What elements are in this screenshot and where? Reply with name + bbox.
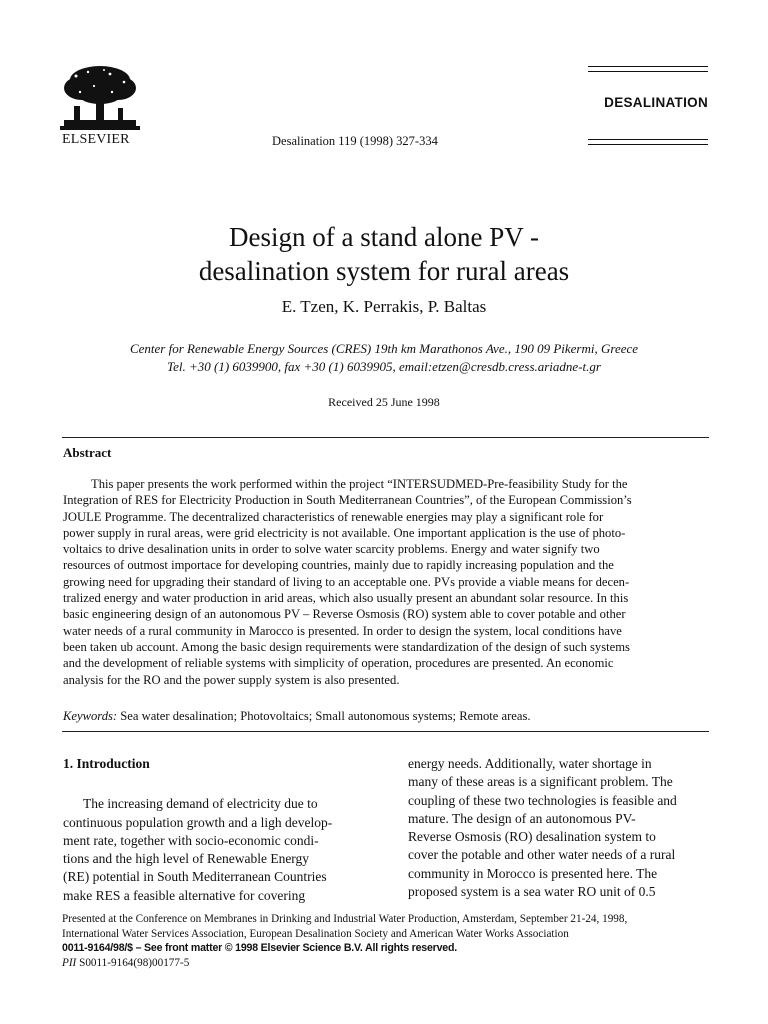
journal-rule-bottom-1 xyxy=(588,139,708,140)
section-heading-introduction: 1. Introduction xyxy=(63,756,150,771)
keywords-text: Sea water desalination; Photovoltaics; Small autonomous systems; Remote areas. xyxy=(120,709,531,723)
abstract-line: This paper presents the work performed within the project “INTERSUDMED-Pre-feasibility Study for the xyxy=(91,477,628,491)
journal-rule-top-2 xyxy=(588,71,708,72)
body-line: make RES a feasible alternative for covering xyxy=(63,887,306,903)
abstract-line: basic engineering design of an autonomous PV – Reverse Osmosis (RO) system able to cover potable and other xyxy=(63,607,626,622)
abstract-line: power supply in rural areas, were grid electricity is not available. One important application is the use of photo- xyxy=(63,525,626,540)
abstract-line: growing need for upgrading their standard of living to an acceptable one. PVs provide a viable means for decen- xyxy=(63,574,630,589)
body-line: Reverse Osmosis (RO) desalination system to xyxy=(408,829,656,845)
body-column-right xyxy=(408,755,709,901)
abstract-line: tralized energy and water production in arid areas, which also usually present an abundant solar resource. In this xyxy=(63,591,629,606)
abstract-heading: Abstract xyxy=(63,445,112,460)
body-line: tions and the high level of Renewable Energy xyxy=(63,851,310,867)
body-line: many of these areas is a significant problem. The xyxy=(408,774,673,790)
body-line: continuous population growth and a ligh develop- xyxy=(63,814,333,830)
article-title xyxy=(0,220,768,288)
affiliation xyxy=(0,340,768,376)
abstract-line: Integration of RES for Electricity Production in South Mediterranean Countries”, of the European Commission’s xyxy=(63,493,632,508)
abstract-line: JOULE Programme. The decentralized characteristics of renewable energies may play a significant role for xyxy=(63,509,604,524)
keywords-label: Keywords: xyxy=(63,709,118,723)
footnote xyxy=(62,912,627,970)
body-line: ment rate, together with socio-economic condi- xyxy=(63,832,319,848)
journal-rule-top-1 xyxy=(588,66,708,67)
body-line: mature. The design of an autonomous PV- xyxy=(408,810,636,826)
body-column-left xyxy=(63,755,363,905)
body-line: community in Morocco is presented here. The xyxy=(408,865,658,881)
publisher-name: ELSEVIER xyxy=(62,132,130,147)
affiliation-line: Center for Renewable Energy Sources (CRES) 19th km Marathonos Ave., 190 09 Pikermi, Greece xyxy=(129,341,639,356)
abstract-line: been taken ub account. Among the basic design requirements were standardization of the design of such systems xyxy=(63,639,630,654)
body-line: proposed system is a sea water RO unit of 0.5 xyxy=(408,884,656,900)
footnote-line: International Water Services Association, European Desalination Society and American Water Works Association xyxy=(62,927,569,940)
abstract-bottom-rule xyxy=(62,731,709,732)
body-line: The increasing demand of electricity due to xyxy=(83,796,318,812)
keywords xyxy=(63,709,531,724)
body-line: coupling of these two technologies is feasible and xyxy=(408,792,677,808)
elsevier-tree-logo xyxy=(60,62,140,134)
journal-rule-bottom-2 xyxy=(588,144,708,145)
title-line: desalination system for rural areas xyxy=(198,256,570,286)
body-line: (RE) potential in South Mediterranean Countries xyxy=(63,869,327,885)
abstract-line: water needs of a rural community in Marocco is presented. In order to design the system, local conditions have xyxy=(63,623,622,638)
body-line: energy needs. Additionally, water shortage in xyxy=(408,756,652,771)
citation: Desalination 119 (1998) 327-334 xyxy=(272,134,438,148)
copyright-line: 0011-9164/98/$ – See front matter © 1998 Elsevier Science B.V. All rights reserved. xyxy=(62,942,457,955)
received-date: Received 25 June 1998 xyxy=(328,395,440,409)
abstract-line: analysis for the RO and the power supply system is also presented. xyxy=(63,672,400,687)
title-line: Design of a stand alone PV - xyxy=(229,222,539,252)
affiliation-line: Tel. +30 (1) 6039900, fax +30 (1) 6039905, email:etzen@cresdb.cress.ariadne-t.gr xyxy=(167,359,601,374)
pii-value: S0011-9164(98)00177-5 xyxy=(79,956,190,969)
abstract-line: and the development of reliable systems with simplicity of operation, procedures are presented. An economic xyxy=(63,656,614,671)
abstract-body xyxy=(63,476,708,688)
footnote-line: Presented at the Conference on Membranes in Drinking and Industrial Water Production, Amsterdam, September 21-24, 1998, xyxy=(62,913,628,925)
pii-label: PII xyxy=(62,956,77,969)
abstract-line: resources of outmost importace for developing countries, mainly due to rapidly increasing population and the xyxy=(63,558,614,573)
abstract-top-rule xyxy=(62,437,709,438)
journal-name: DESALINATION xyxy=(604,95,708,110)
abstract-line: voltaics to drive desalination units in order to solve water scarcity problems. Energy and water signify two xyxy=(63,542,600,557)
pii-line xyxy=(62,956,627,971)
body-line: cover the potable and other water needs of a rural xyxy=(408,847,676,863)
authors: E. Tzen, K. Perrakis, P. Baltas xyxy=(281,297,487,316)
